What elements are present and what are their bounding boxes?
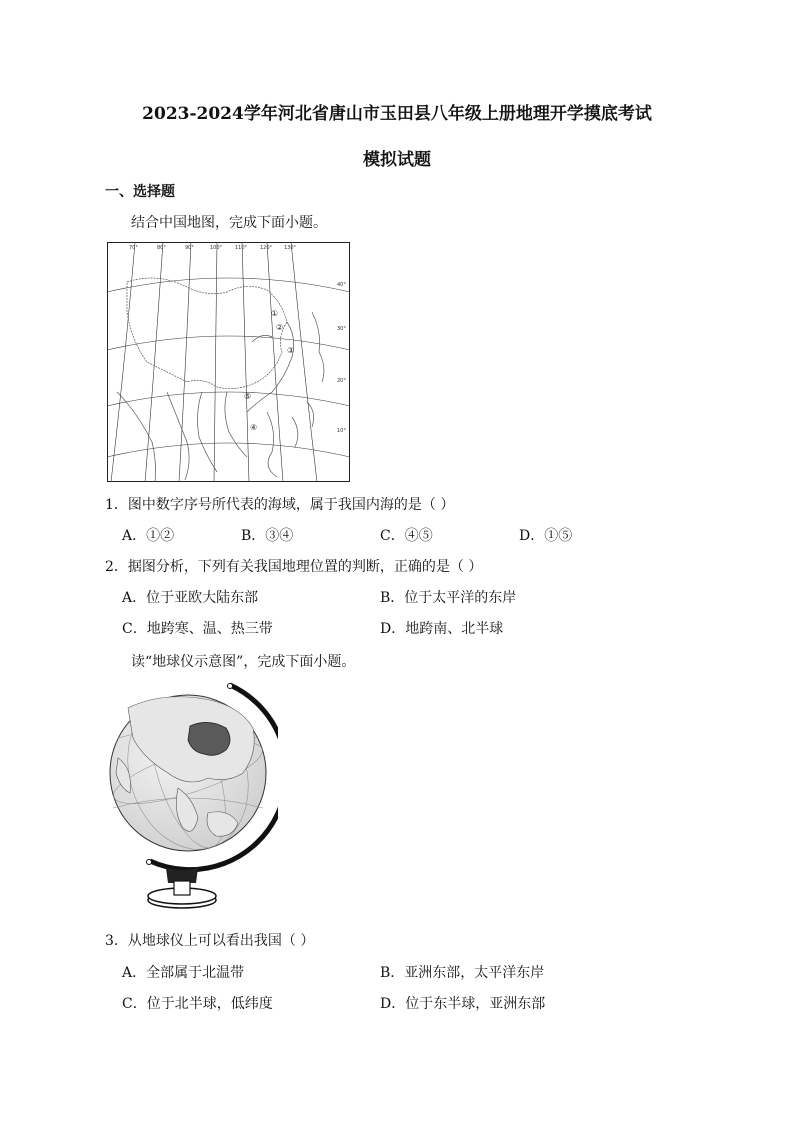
question-3-stem: 3．从地球仪上可以看出我国（ ） (105, 933, 315, 949)
globe-figure (108, 678, 278, 916)
lat-label: 30° (337, 326, 346, 332)
passage-intro-map: 结合中国地图，完成下面小题。 (131, 215, 327, 231)
marker-1: ① (271, 309, 279, 318)
question-1-option-a[interactable]: A．①② (122, 528, 175, 544)
question-3-option-c[interactable]: C．位于北半球，低纬度 (122, 996, 273, 1012)
lat-label: 20° (337, 378, 346, 384)
question-2-option-b[interactable]: B．位于太平洋的东岸 (380, 590, 517, 606)
china-map-figure (107, 242, 350, 482)
lon-label: 120° (260, 245, 273, 251)
question-2-option-a[interactable]: A．位于亚欧大陆东部 (122, 590, 259, 606)
question-2-stem: 2．据图分析，下列有关我国地理位置的判断，正确的是（ ） (105, 559, 483, 575)
marker-5: ⑤ (244, 392, 252, 401)
lat-label: 10° (337, 428, 346, 434)
question-2-option-d[interactable]: D．地跨南、北半球 (380, 621, 504, 637)
question-1-option-b[interactable]: B．③④ (241, 528, 294, 544)
question-1-option-d[interactable]: D．①⑤ (519, 528, 573, 544)
question-3-option-a[interactable]: A．全部属于北温带 (122, 965, 245, 981)
lon-label: 70° (129, 245, 138, 251)
marker-2: ② (276, 323, 284, 332)
lon-label: 130° (284, 245, 297, 251)
question-1-option-c[interactable]: C．④⑤ (380, 528, 433, 544)
section-heading: 一、选择题 (105, 184, 175, 200)
question-1-stem: 1．图中数字序号所代表的海域，属于我国内海的是（ ） (105, 497, 455, 513)
question-3-option-d[interactable]: D．位于东半球，亚洲东部 (380, 996, 546, 1012)
marker-3: ③ (287, 346, 295, 355)
paper-subtitle: 模拟试题 (363, 150, 431, 170)
lon-label: 90° (185, 245, 194, 251)
lon-label: 100° (210, 245, 223, 251)
lon-label: 80° (157, 245, 166, 251)
lat-label: 40° (337, 282, 346, 288)
question-2-option-c[interactable]: C．地跨寒、温、热三带 (122, 621, 273, 637)
passage-intro-globe: 读“地球仪示意图”，完成下面小题。 (131, 654, 356, 670)
lon-label: 110° (235, 245, 248, 251)
question-3-option-b[interactable]: B．亚洲东部，太平洋东岸 (380, 965, 545, 981)
paper-title: 2023-2024学年河北省唐山市玉田县八年级上册地理开学摸底考试 (142, 104, 652, 124)
marker-4: ④ (250, 423, 258, 432)
